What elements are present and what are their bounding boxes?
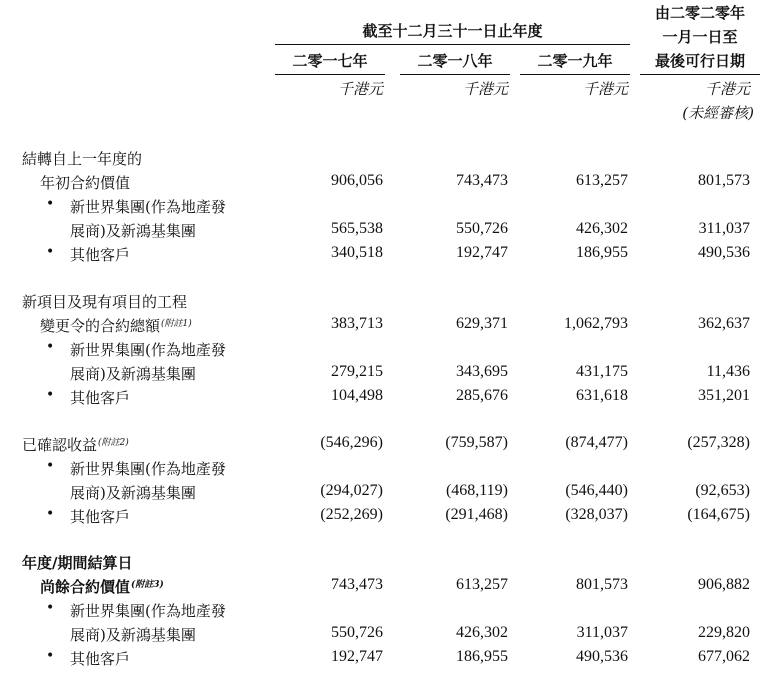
- section-title-line1: 年度/期間結算日: [22, 554, 133, 572]
- other-value-2017: 104,498: [331, 387, 383, 404]
- bullet-icon: •: [46, 339, 55, 355]
- unit-2020: 千港元: [704, 80, 750, 98]
- other-customers-label: 其他客戶: [70, 246, 131, 264]
- col-rule-2017: [275, 74, 385, 75]
- footnote-ref: (附註3): [131, 580, 164, 590]
- other-value-2018: (291,468): [445, 506, 508, 523]
- bullet-icon: •: [46, 600, 55, 616]
- section-title-line1: 結轉自上一年度的: [22, 150, 143, 168]
- other-value-2020: 351,201: [698, 387, 750, 404]
- bullet-icon: •: [46, 387, 55, 403]
- section-title-line2: 年初合約價值: [40, 174, 131, 192]
- other-value-2020: 677,062: [698, 648, 750, 665]
- value-2019: (874,477): [565, 434, 628, 451]
- unaudited-note: (未經審核): [682, 104, 754, 122]
- nws-value-2017: 565,538: [331, 220, 383, 237]
- nws-value-2017: 279,215: [331, 363, 383, 380]
- bullet-icon: •: [46, 196, 55, 212]
- other-customers-label: 其他客戶: [70, 508, 131, 526]
- bullet-icon: •: [46, 648, 55, 664]
- value-2018: 743,473: [456, 172, 508, 189]
- other-value-2018: 192,747: [456, 244, 508, 261]
- section-title-line2: 變更令的合約總額$^{(附註1)}$: [40, 317, 192, 335]
- nws-value-2019: 311,037: [576, 624, 628, 641]
- bullet-icon: •: [46, 458, 55, 474]
- col-header-2018: 二零一八年: [417, 52, 493, 70]
- value-2019: 613,257: [576, 172, 628, 189]
- nws-value-2020: 311,037: [698, 220, 750, 237]
- other-value-2019: 186,955: [576, 244, 628, 261]
- unit-2017: 千港元: [337, 80, 383, 98]
- value-2017: 383,713: [331, 315, 383, 332]
- nws-label-line2: 展商)及新鴻基集團: [70, 365, 196, 383]
- nws-value-2019: 426,302: [576, 220, 628, 237]
- other-value-2018: 186,955: [456, 648, 508, 665]
- value-2020: (257,328): [687, 434, 750, 451]
- header-rule: [275, 44, 630, 45]
- value-2017: (546,296): [320, 434, 383, 451]
- col-header-2020-line1: 由二零二零年: [654, 4, 745, 22]
- other-value-2019: 631,618: [576, 387, 628, 404]
- section-title-line1: 已確認收益$^{(附註2)}$: [22, 436, 129, 454]
- nws-value-2019: 431,175: [576, 363, 628, 380]
- other-value-2017: (252,269): [320, 506, 383, 523]
- other-value-2017: 192,747: [331, 648, 383, 665]
- nws-label-line1: 新世界集團(作為地產發: [70, 602, 226, 620]
- value-2017: 743,473: [331, 576, 383, 593]
- value-2019: 1,062,793: [564, 315, 628, 332]
- col-header-2020-line2: 一月一日至: [662, 28, 738, 46]
- nws-value-2019: (546,440): [565, 482, 628, 499]
- other-customers-label: 其他客戶: [70, 650, 131, 668]
- year-span-header: 截至十二月三十一日止年度: [362, 22, 543, 40]
- value-2017: 906,056: [331, 172, 383, 189]
- col-header-2019: 二零一九年: [537, 52, 613, 70]
- nws-label-line1: 新世界集團(作為地產發: [70, 460, 226, 478]
- value-2020: 801,573: [698, 172, 750, 189]
- footnote-ref: (附註1): [161, 319, 192, 329]
- nws-value-2018: 343,695: [456, 363, 508, 380]
- nws-label-line1: 新世界集團(作為地產發: [70, 198, 226, 216]
- section-title-line2: 尚餘合約價值$^{(附註3)}$: [40, 578, 164, 596]
- value-2020: 362,637: [698, 315, 750, 332]
- value-2020: 906,882: [698, 576, 750, 593]
- col-rule-2018: [400, 74, 510, 75]
- nws-label-line2: 展商)及新鴻基集團: [70, 626, 196, 644]
- col-rule-2020: [640, 74, 760, 75]
- value-2019: 801,573: [576, 576, 628, 593]
- nws-value-2018: 550,726: [456, 220, 508, 237]
- nws-label-line2: 展商)及新鴻基集團: [70, 222, 196, 240]
- other-value-2019: (328,037): [565, 506, 628, 523]
- section-title-line1: 新項目及現有項目的工程: [22, 293, 188, 311]
- nws-value-2020: (92,653): [695, 482, 750, 499]
- other-value-2017: 340,518: [331, 244, 383, 261]
- nws-label-line2: 展商)及新鴻基集團: [70, 484, 196, 502]
- col-rule-2019: [520, 74, 630, 75]
- nws-value-2020: 229,820: [698, 624, 750, 641]
- col-header-2017: 二零一七年: [292, 52, 368, 70]
- nws-value-2018: 426,302: [456, 624, 508, 641]
- other-value-2020: 490,536: [698, 244, 750, 261]
- col-header-2020-line3: 最後可行日期: [654, 52, 745, 70]
- unit-2019: 千港元: [582, 80, 628, 98]
- other-value-2019: 490,536: [576, 648, 628, 665]
- footnote-ref: (附註2): [98, 438, 129, 448]
- nws-value-2017: 550,726: [331, 624, 383, 641]
- unit-2018: 千港元: [462, 80, 508, 98]
- bullet-icon: •: [46, 506, 55, 522]
- nws-label-line1: 新世界集團(作為地產發: [70, 341, 226, 359]
- value-2018: 629,371: [456, 315, 508, 332]
- nws-value-2018: (468,119): [445, 482, 508, 499]
- other-customers-label: 其他客戶: [70, 389, 131, 407]
- value-2018: 613,257: [456, 576, 508, 593]
- other-value-2018: 285,676: [456, 387, 508, 404]
- value-2018: (759,587): [445, 434, 508, 451]
- nws-value-2017: (294,027): [320, 482, 383, 499]
- nws-value-2020: 11,436: [706, 363, 750, 380]
- bullet-icon: •: [46, 244, 55, 260]
- other-value-2020: (164,675): [687, 506, 750, 523]
